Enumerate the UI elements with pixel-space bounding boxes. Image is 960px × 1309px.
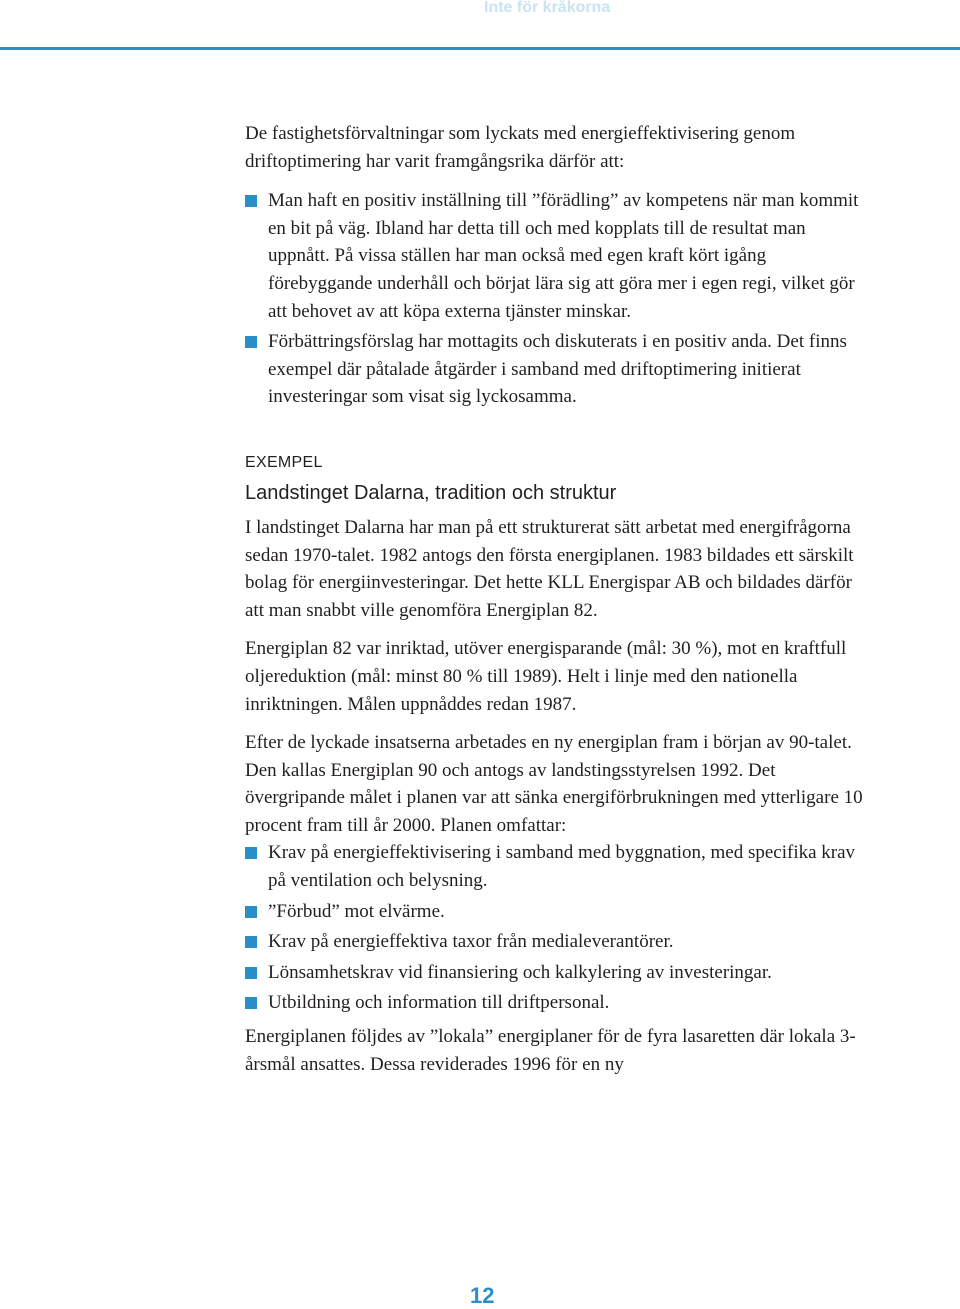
bullet-square-icon	[245, 195, 257, 207]
list-item	[245, 989, 865, 1017]
list-item	[245, 959, 865, 987]
running-head: Inte för kråkorna	[484, 0, 611, 16]
header-rule	[0, 47, 960, 50]
list-item-text: Lönsamhetskrav vid finansiering och kalkylering av investeringar.	[268, 961, 772, 983]
page-body	[245, 120, 865, 1078]
list-item-text: Krav på energieffektivisering i samband med byggnation, med specifika krav på ventilation och belysning.	[268, 842, 856, 892]
bullet-square-icon	[245, 997, 257, 1009]
list-item	[245, 187, 865, 325]
intro-paragraph: De fastighetsförvaltningar som lyckats med energieffektivisering genom driftoptimering har varit framgångsrika därför att:	[245, 123, 796, 172]
example-paragraph: I landstinget Dalarna har man på ett strukturerat sätt arbetat med energifrågorna sedan 1970-talet. 1982 antogs den första energiplanen. 1983 bildades ett särskilt bolag för energiinvesteringar. Det hette KLL Energispar AB och bildades därför att man snabbt ville genomföra Energiplan 82.	[245, 516, 854, 621]
example-label: EXEMPEL	[245, 453, 323, 471]
list-item	[245, 839, 865, 894]
bullet-square-icon	[245, 936, 257, 948]
closing-paragraph: Energiplanen följdes av ”lokala” energiplaner för de fyra lasaretten där lokala 3-årsmål ansattes. Dessa reviderades 1996 för en ny	[245, 1026, 856, 1075]
list-item	[245, 928, 865, 956]
list-item-text: Förbättringsförslag har mottagits och diskuterats i en positiv anda. Det finns exempel där påtalade åtgärder i samband med driftoptimering initierat investeringar som visat sig lyckosamma.	[268, 331, 847, 408]
list-item-text: Krav på energieffektiva taxor från medialeverantörer.	[268, 931, 674, 953]
list-item-text: Man haft en positiv inställning till ”förädling” av kompetens när man kommit en bit på väg. Ibland har detta till och med kopplats till de resultat man uppnått. På vissa ställen har man också med egen kraft kört igång förebyggande underhåll och börjat lära sig att göra mer i egen regi, vilket gör att behovet av att köpa externa tjänster minskar.	[268, 190, 859, 322]
example-heading: Landstinget Dalarna, tradition och struktur	[245, 481, 617, 504]
reasons-list	[245, 187, 865, 411]
plan-list	[245, 839, 865, 1017]
bullet-square-icon	[245, 906, 257, 918]
bullet-square-icon	[245, 847, 257, 859]
list-item	[245, 898, 865, 926]
example-paragraph: Energiplan 82 var inriktad, utöver energisparande (mål: 30 %), mot en kraftfull oljereduktion (mål: minst 80 % till 1989). Helt i linje med den nationella inriktningen. Målen uppnåddes redan 1987.	[245, 638, 847, 715]
bullet-square-icon	[245, 336, 257, 348]
example-paragraph: Efter de lyckade insatserna arbetades en ny energiplan fram i början av 90-talet. Den kallas Energiplan 90 och antogs av landstingsstyrelsen 1992. Det övergripande målet i planen var att sänka energiförbrukningen med ytterligare 10 procent fram till år 2000. Planen omfattar:	[245, 732, 863, 836]
list-item	[245, 328, 865, 411]
bullet-square-icon	[245, 967, 257, 979]
list-item-text: Utbildning och information till driftpersonal.	[268, 992, 610, 1014]
list-item-text: ”Förbud” mot elvärme.	[268, 900, 445, 922]
page-number: 12	[470, 1283, 495, 1308]
